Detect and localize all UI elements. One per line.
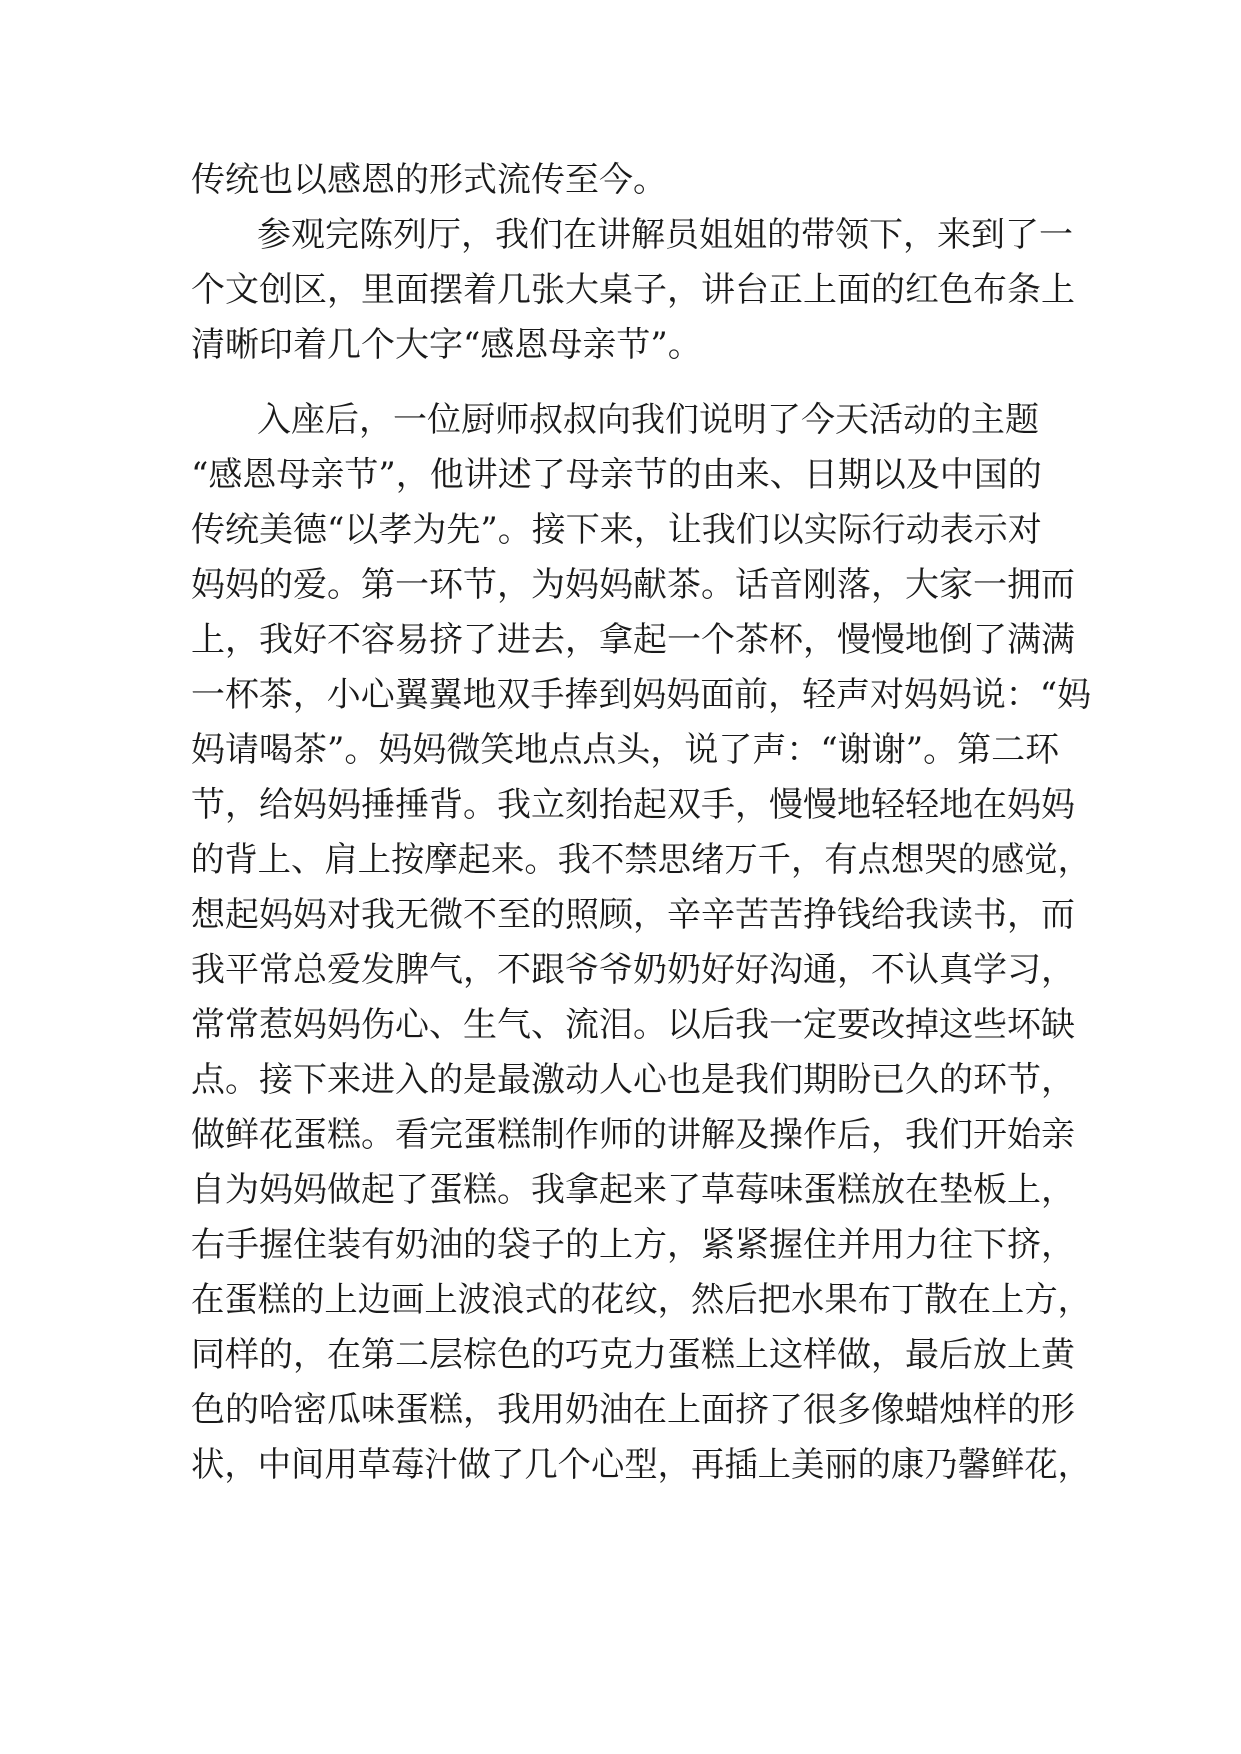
- text-line: [0, 832, 1241, 888]
- line-text: 个文创区，里面摆着几张大桌子，讲台正上面的红色布条上: [191, 270, 1075, 310]
- text-line: [0, 207, 1241, 263]
- line-text: 想起妈妈对我无微不至的照顾，辛辛苦苦挣钱给我读书，而: [191, 895, 1075, 935]
- line-text: 状，中间用草莓汁做了几个心型，再插上美丽的康乃馨鲜花，: [191, 1445, 1092, 1485]
- line-text: 在蛋糕的上边画上波浪式的花纹，然后把水果布丁散在上方，: [191, 1280, 1092, 1320]
- text-line: [0, 777, 1241, 833]
- text-line: [0, 152, 1241, 208]
- text-line: [0, 262, 1241, 318]
- text-line: [0, 887, 1241, 943]
- line-text: 做鲜花蛋糕。看完蛋糕制作师的讲解及操作后，我们开始亲: [191, 1115, 1075, 1155]
- line-text: 参观完陈列厅，我们在讲解员姐姐的带领下，来到了一: [257, 215, 1073, 255]
- text-line: [0, 1217, 1241, 1273]
- line-text: 同样的，在第二层棕色的巧克力蛋糕上这样做，最后放上黄: [191, 1335, 1075, 1375]
- text-line: [0, 942, 1241, 998]
- line-text: 的背上、肩上按摩起来。我不禁思绪万千，有点想哭的感觉，: [191, 840, 1092, 880]
- line-text: 常常惹妈妈伤心、生气、流泪。以后我一定要改掉这些坏缺: [191, 1005, 1075, 1045]
- line-text: 传统美德“以孝为先”。接下来，让我们以实际行动表示对: [191, 510, 1042, 550]
- line-text: 传统也以感恩的形式流传至今。: [191, 160, 667, 200]
- text-line: [0, 1107, 1241, 1163]
- text-line: [0, 1382, 1241, 1438]
- text-line: [0, 1162, 1241, 1218]
- line-text: 妈请喝茶”。妈妈微笑地点点头，说了声：“谢谢”。第二环: [191, 730, 1060, 770]
- text-line: [0, 667, 1241, 723]
- line-text: 我平常总爱发脾气，不跟爷爷奶奶好好沟通，不认真学习，: [191, 950, 1075, 990]
- text-line: [0, 997, 1241, 1053]
- text-line: [0, 612, 1241, 668]
- text-line: [0, 557, 1241, 613]
- text-line: [0, 1327, 1241, 1383]
- line-text: 上，我好不容易挤了进去，拿起一个茶杯，慢慢地倒了满满: [191, 620, 1075, 660]
- text-line: [0, 722, 1241, 778]
- line-text: 妈妈的爱。第一环节，为妈妈献茶。话音刚落，大家一拥而: [191, 565, 1075, 605]
- text-line: [0, 1437, 1241, 1493]
- text-line: [0, 317, 1241, 373]
- text-line: [0, 1052, 1241, 1108]
- text-line: [0, 502, 1241, 558]
- text-line: [0, 447, 1241, 503]
- line-text: 点。接下来进入的是最激动人心也是我们期盼已久的环节，: [191, 1060, 1075, 1100]
- line-text: 自为妈妈做起了蛋糕。我拿起来了草莓味蛋糕放在垫板上，: [191, 1170, 1075, 1210]
- line-text: 清晰印着几个大字“感恩母亲节”。: [191, 325, 702, 365]
- line-text: “感恩母亲节”，他讲述了母亲节的由来、日期以及中国的: [191, 455, 1042, 495]
- line-text: 色的哈密瓜味蛋糕，我用奶油在上面挤了很多像蜡烛样的形: [191, 1390, 1075, 1430]
- text-line: [0, 1272, 1241, 1328]
- line-text: 节，给妈妈捶捶背。我立刻抬起双手，慢慢地轻轻地在妈妈: [191, 785, 1075, 825]
- line-text: 右手握住装有奶油的袋子的上方，紧紧握住并用力往下挤，: [191, 1225, 1075, 1265]
- line-text: 入座后，一位厨师叔叔向我们说明了今天活动的主题: [257, 400, 1039, 440]
- text-line: [0, 392, 1241, 448]
- line-text: 一杯茶，小心翼翼地双手捧到妈妈面前，轻声对妈妈说：“妈: [191, 675, 1092, 715]
